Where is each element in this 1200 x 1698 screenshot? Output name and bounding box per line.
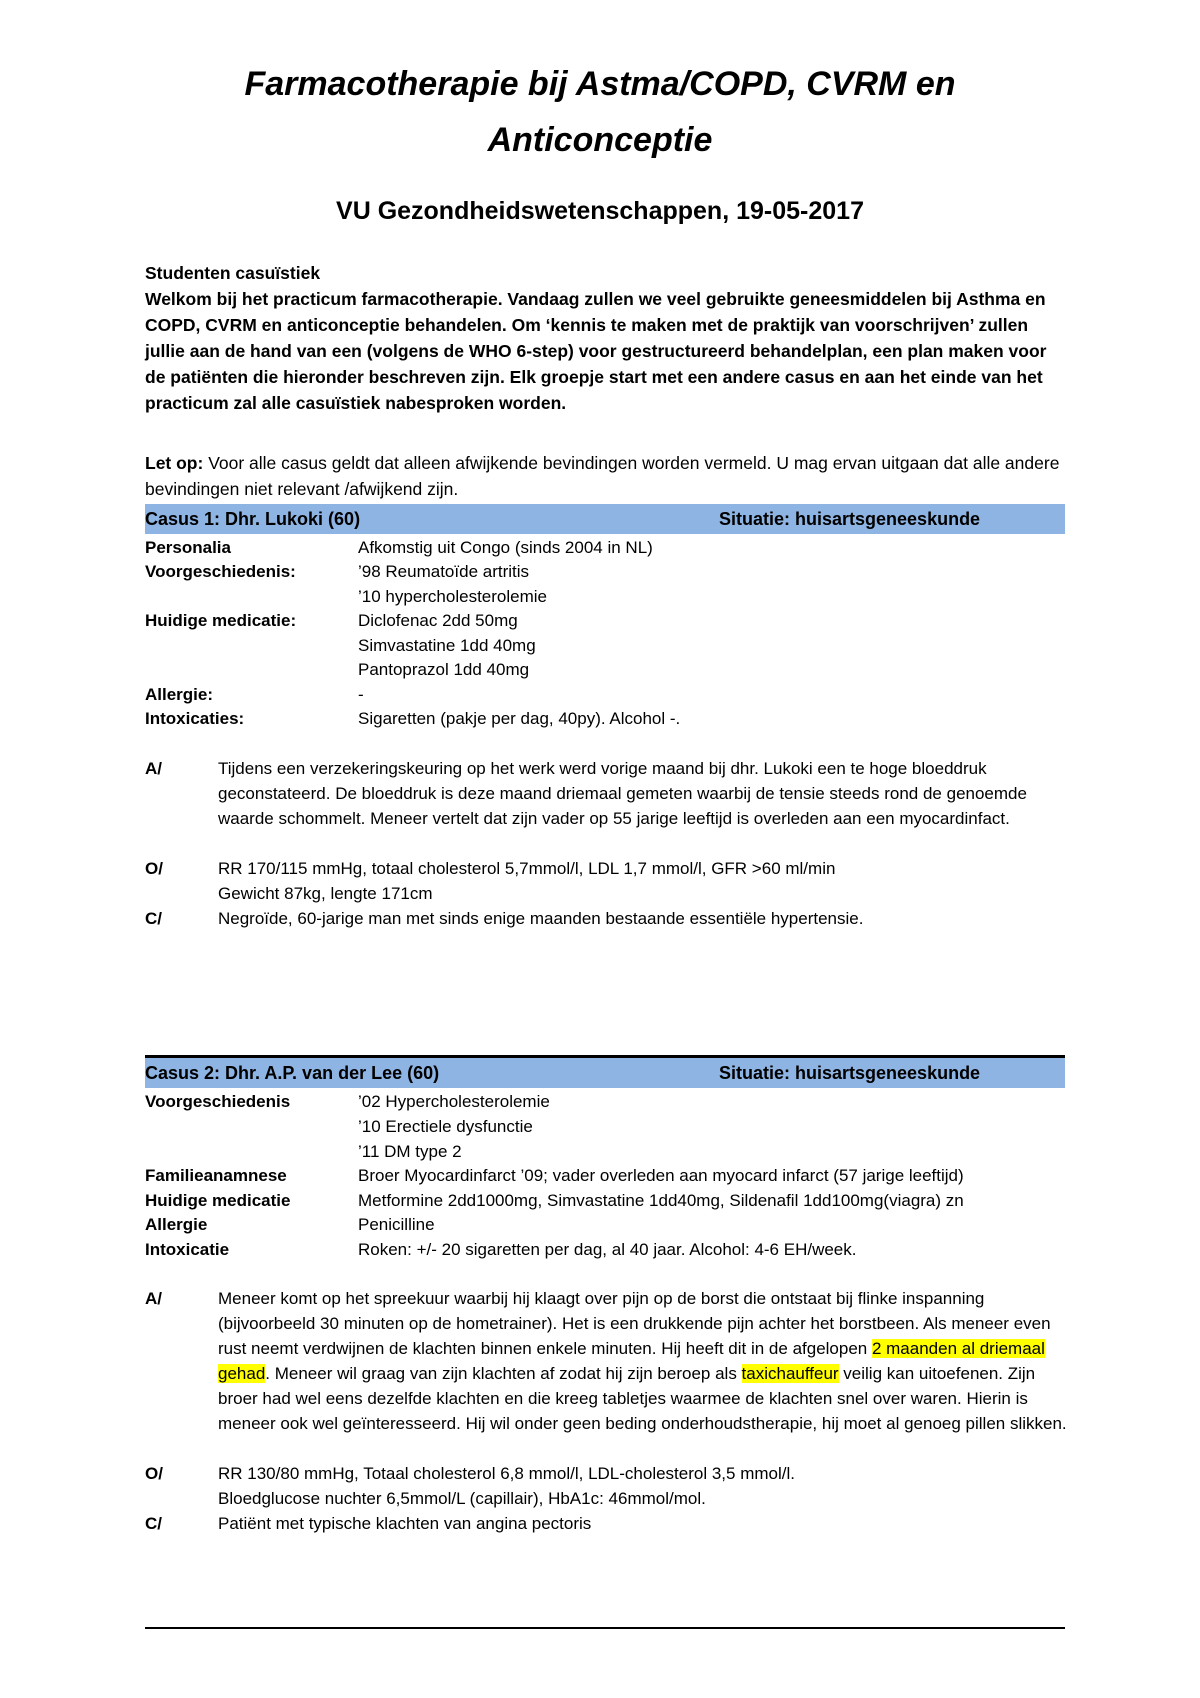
field-value: Penicilline — [358, 1215, 435, 1234]
highlight-frequency: 2 maanden al driemaal gehad — [218, 1339, 1045, 1383]
field-value: Pantoprazol 1dd 40mg — [358, 660, 530, 679]
soap-label-a: A/ — [145, 759, 162, 778]
case-1-a-text: Tijdens een verzekeringskeuring op het werk werd vorige maand bij dhr. Lukoki een te hoge bloeddruk geconstateerd. De bloeddruk is deze maand driemaal gemeten waarbij de tensie steeds rond de genoemde waarde schommelt. Meneer vertelt dat zijn vader op 55 jarige leeftijd is overleden aan een myocardinfact. — [218, 759, 1027, 828]
field-value: - — [358, 685, 364, 704]
field-value: ’02 Hypercholesterolemie — [358, 1092, 550, 1111]
case-1-situation: Situatie: huisartsgeneeskunde — [719, 509, 981, 529]
field-value: Afkomstig uit Congo (sinds 2004 in NL) — [358, 538, 653, 557]
document-title-line-1: Farmacotherapie bij Astma/COPD, CVRM en — [244, 65, 956, 103]
field-label: Huidige medicatie — [145, 1191, 291, 1210]
field-value: Metformine 2dd1000mg, Simvastatine 1dd40mg, Sildenafil 1dd100mg(viagra) zn — [358, 1191, 964, 1210]
note-paragraph — [145, 450, 1065, 502]
field-value: Simvastatine 1dd 40mg — [358, 636, 536, 655]
field-value: Diclofenac 2dd 50mg — [358, 611, 518, 630]
case-1-objective — [145, 856, 1065, 906]
case-2-title: Casus 2: Dhr. A.P. van der Lee (60) — [145, 1063, 440, 1083]
highlight-profession: taxichauffeur — [741, 1364, 839, 1383]
field-value: Roken: +/- 20 sigaretten per dag, al 40 jaar. Alcohol: 4-6 EH/week. — [358, 1240, 857, 1259]
document-title-line-2: Anticonceptie — [487, 121, 713, 159]
case-2-c-text: Patiënt met typische klachten van angina pectoris — [218, 1514, 592, 1533]
field-value: ’98 Reumatoïde artritis — [358, 562, 530, 581]
case-2-a-text — [218, 1286, 1068, 1436]
footer-divider — [145, 1627, 1065, 1629]
field-value: ’11 DM type 2 — [358, 1142, 462, 1161]
soap-label-c: C/ — [145, 909, 162, 928]
field-label: Intoxicatie — [145, 1240, 230, 1259]
case-2-assessment — [145, 1286, 1065, 1461]
intro-paragraph: Welkom bij het practicum farmacotherapie. Vandaag zullen we veel gebruikte geneesmiddelen bij Asthma en COPD, CVRM en anticonceptie behandelen. Om ‘kennis te maken met de praktijk van voorschrijven’ zullen jullie aan de hand van een (volgens de WHO 6-step) voor gestructureerd behandelplan, een plan maken voor de patiënten die hieronder beschreven zijn. Elk groepje start met een andere casus en aan het einde van het practicum zal alle casuïstiek nabesproken worden. — [145, 289, 1047, 413]
note-text: Voor alle casus geldt dat alleen afwijkende bevindingen worden vermeld. U mag ervan uitgaan dat alle andere bevindingen niet relevant /afwijkend zijn. — [145, 453, 1060, 499]
soap-label-a: A/ — [145, 1289, 162, 1308]
case-1-assessment — [145, 756, 1065, 856]
field-label: Familieanamnese — [145, 1166, 287, 1185]
intro-heading: Studenten casuïstiek — [145, 263, 321, 283]
field-value: ’10 hypercholesterolemie — [358, 587, 547, 606]
soap-label-o: O/ — [145, 1464, 163, 1483]
case-2-situation: Situatie: huisartsgeneeskunde — [719, 1063, 981, 1083]
case-1-header — [145, 504, 1065, 534]
field-label: Voorgeschiedenis: — [145, 562, 296, 581]
field-label: Allergie — [145, 1215, 208, 1234]
soap-label-c: C/ — [145, 1514, 162, 1533]
case-1-o-line-1: RR 170/115 mmHg, totaal cholesterol 5,7mmol/l, LDL 1,7 mmol/l, GFR >60 ml/min — [218, 859, 836, 878]
case-1-conclusion — [145, 906, 1065, 931]
field-value: ’10 Erectiele dysfunctie — [358, 1117, 533, 1136]
soap-label-o: O/ — [145, 859, 163, 878]
field-value: Broer Myocardinfarct ’09; vader overleden aan myocard infarct (57 jarige leeftijd) — [358, 1166, 964, 1185]
case-2-conclusion — [145, 1511, 1065, 1536]
case-1-c-text: Negroïde, 60-jarige man met sinds enige maanden bestaande essentiële hypertensie. — [218, 909, 864, 928]
field-label: Voorgeschiedenis — [145, 1092, 291, 1111]
case-1-title: Casus 1: Dhr. Lukoki (60) — [145, 509, 361, 529]
field-label: Huidige medicatie: — [145, 611, 297, 630]
note-label: Let op: — [145, 453, 204, 473]
case-2-objective — [145, 1461, 1065, 1511]
case-2-header — [145, 1055, 1065, 1088]
field-label: Intoxicaties: — [145, 709, 245, 728]
field-label: Allergie: — [145, 685, 214, 704]
case-2-a-text-part-1: Meneer komt op het spreekuur waarbij hij klaagt over pijn op de borst die ontstaat bij flinke inspanning (bijvoorbeeld 30 minuten op de hometrainer). Het is een drukkende pijn achter het borstbeen. Als meneer even rust neemt verdwijnen de klachten binnen enkele minuten. Hij heeft dit in de afgelopen — [218, 1289, 1051, 1358]
document-subtitle: VU Gezondheidswetenschappen, 19-05-2017 — [336, 197, 864, 225]
case-2-o-block — [218, 1461, 1068, 1511]
case-2-o-line-1: RR 130/80 mmHg, Totaal cholesterol 6,8 mmol/l, LDL-cholesterol 3,5 mmol/l. — [218, 1464, 795, 1483]
case-2-o-line-2: Bloedglucose nuchter 6,5mmol/L (capillair), HbA1c: 46mmol/mol. — [218, 1489, 706, 1508]
case-2-a-text-part-2: . Meneer wil graag van zijn klachten af zodat hij zijn beroep als — [265, 1364, 742, 1383]
field-label: Personalia — [145, 538, 231, 557]
case-1-o-line-2: Gewicht 87kg, lengte 171cm — [218, 884, 433, 903]
case-1-o-block — [218, 856, 1068, 906]
field-value: Sigaretten (pakje per dag, 40py). Alcohol -. — [358, 709, 681, 728]
case-2-a-text-part-3: veilig kan uitoefenen. Zijn broer had wel eens dezelfde klachten en die kreeg tabletjes waarmee de klachten snel over waren. Hierin is meneer ook wel geïnteresseerd. Hij wil onder geen beding onderhoudstherapie, hij moet al genoeg pillen slikken. — [218, 1364, 1067, 1433]
